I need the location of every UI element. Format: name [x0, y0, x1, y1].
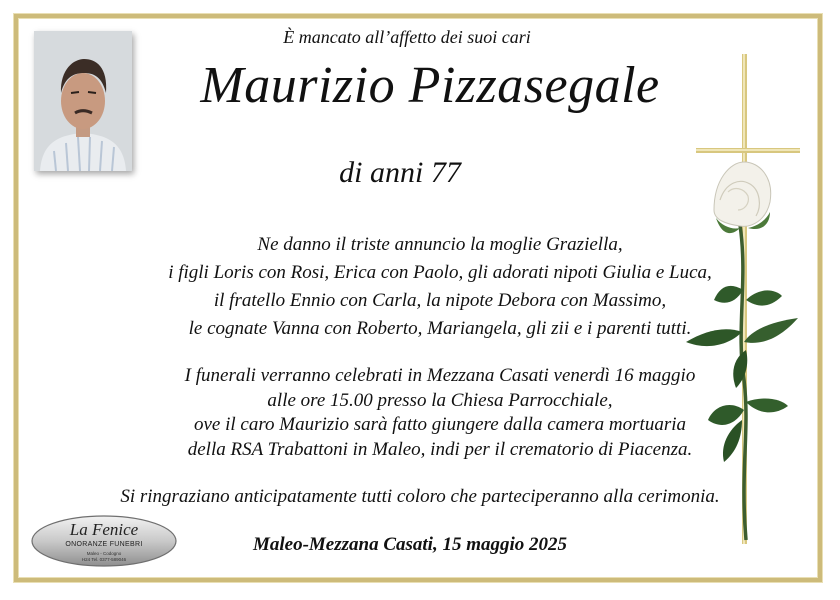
funeral-line: della RSA Trabattoni in Maleo, indi per il crematorio di Piacenza. — [187, 438, 693, 460]
announcement-line: Ne danno il triste annuncio la moglie Graziella, — [257, 234, 623, 255]
announcement-line: le cognate Vanna con Roberto, Mariangela, gli zii e i parenti tutti. — [188, 318, 692, 339]
announcement-line: i figli Loris con Rosi, Erica con Paolo, gli adorati nipoti Giulia e Luca, — [168, 262, 712, 283]
cross-and-rose — [670, 50, 810, 550]
funeral-line: I funerali verranno celebrati in Mezzana Casati venerdì 16 maggio — [184, 365, 696, 386]
intro-line: È mancato all’affetto dei suoi cari — [283, 27, 531, 47]
announcement-line: il fratello Ennio con Carla, la nipote Debora con Massimo, — [213, 290, 667, 311]
funeral-line: alle ore 15.00 presso la Chiesa Parrocchiale, — [267, 389, 613, 411]
funeral-line: ove il caro Maurizio sarà fatto giungere dalla camera mortuaria — [193, 414, 687, 435]
deceased-name: Maurizio Pizzasegale — [200, 57, 660, 114]
age-line: di anni 77 — [339, 156, 461, 189]
place-date-line: Maleo-Mezzana Casati, 15 maggio 2025 — [252, 534, 568, 555]
logo-subtitle: ONORANZE FUNEBRI — [65, 541, 143, 548]
thanks-line: Si ringraziano anticipatamente tutti coloro che parteciperanno alla cerimonia. — [120, 486, 720, 507]
logo-locations: Maleo - Codogno — [86, 551, 122, 556]
logo-name: La Fenice — [69, 520, 139, 539]
funeral-home-logo — [30, 514, 178, 568]
logo-phone: H24 Tel. 0377-589046 — [81, 557, 127, 562]
